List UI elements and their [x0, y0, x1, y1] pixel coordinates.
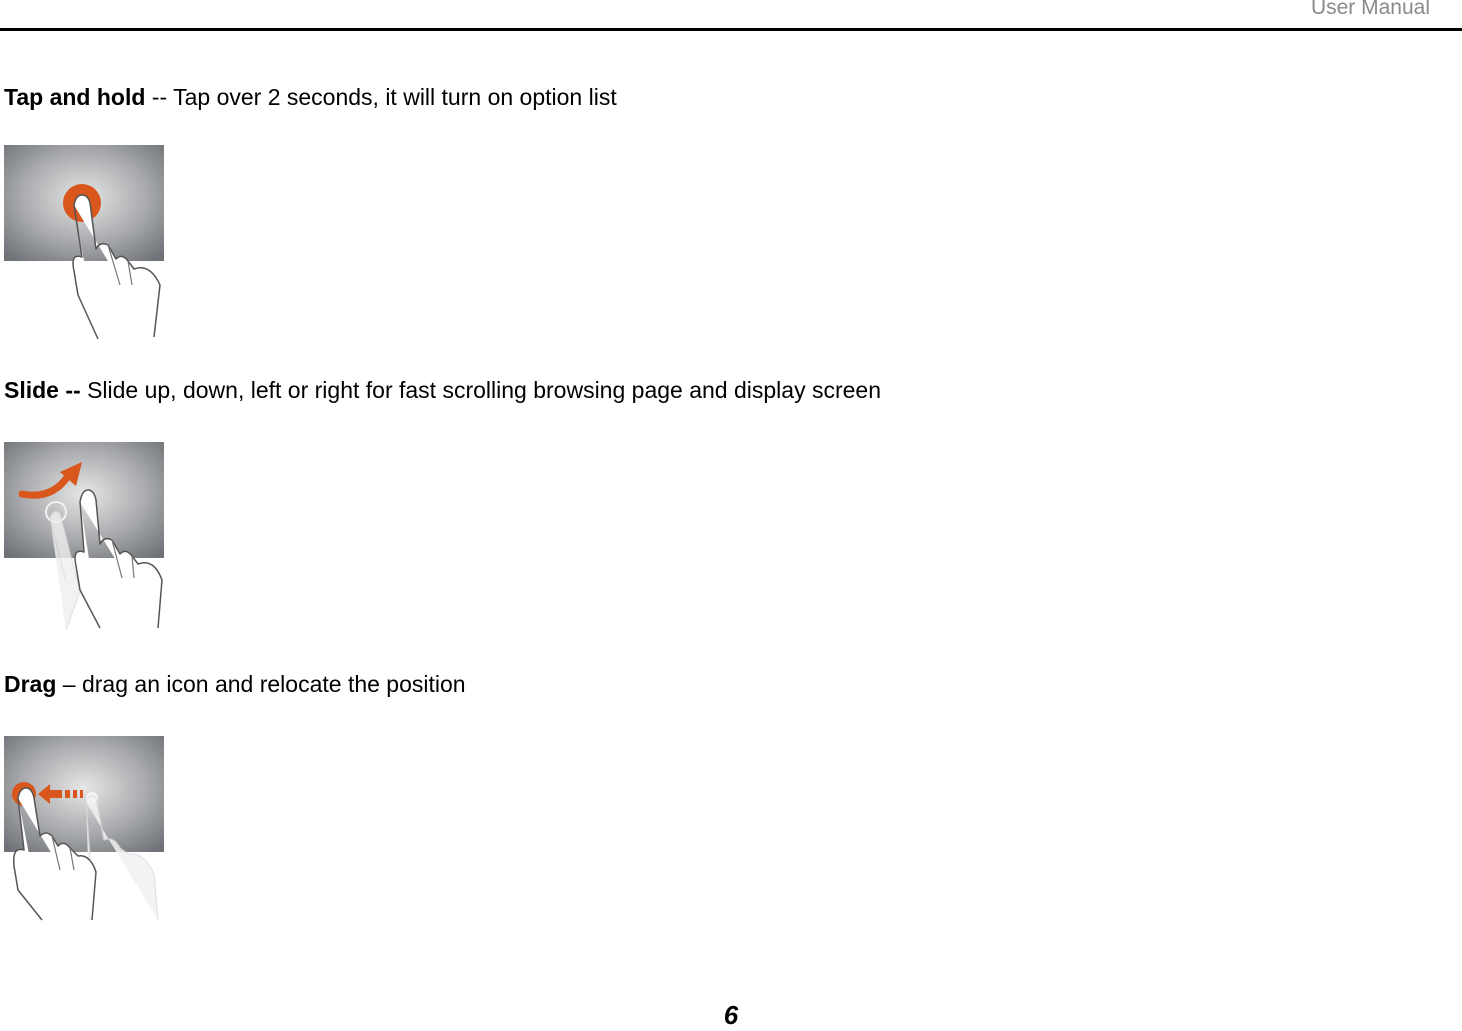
tap-and-hold-icon: [4, 145, 164, 341]
drag-icon: [4, 736, 164, 932]
gesture-drag-text: [4, 671, 466, 697]
gesture-description: Tap over 2 seconds, it will turn on option list: [173, 84, 617, 110]
gesture-term: Drag: [4, 671, 57, 697]
gesture-separator: --: [145, 84, 174, 110]
page-number: 6: [723, 1000, 739, 1030]
header-rule: [0, 28, 1462, 31]
gesture-term: Tap and hold: [4, 84, 146, 110]
page-header-title: User Manual: [1310, 0, 1430, 19]
gesture-slide-text: [4, 377, 881, 403]
gesture-tap-and-hold-text: [4, 84, 617, 110]
slide-icon: [4, 442, 164, 638]
gesture-description: Slide up, down, left or right for fast scrolling browsing page and display screen: [87, 377, 881, 403]
gesture-term: Slide --: [4, 377, 81, 403]
gesture-description: drag an icon and relocate the position: [81, 671, 466, 697]
gesture-separator: –: [56, 671, 82, 697]
